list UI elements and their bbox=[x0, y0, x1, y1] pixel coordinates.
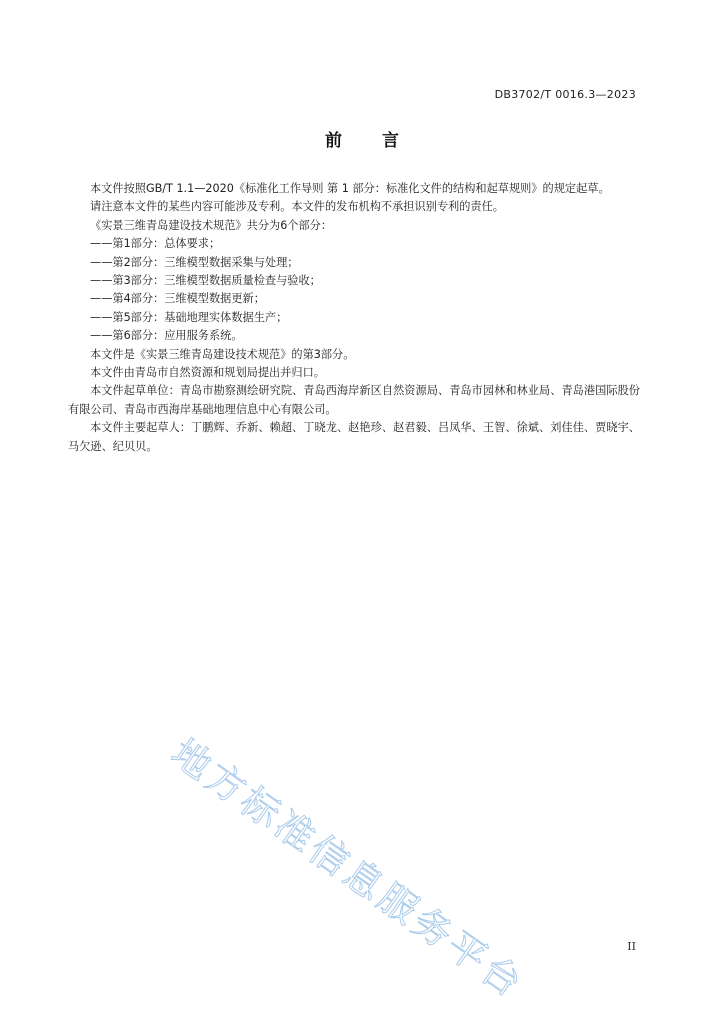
paragraph-drafters: 本文件主要起草人：丁鹏辉、乔新、赖超、丁晓龙、赵艳珍、赵君毅、吕凤华、王智、徐斌、刘佳佳、贾晓宇、马欠逊、纪贝贝。 bbox=[68, 421, 640, 453]
document-code: DB3702/T 0016.3—2023 bbox=[494, 88, 636, 101]
page-title: 前言 bbox=[325, 131, 439, 151]
paragraph-drafting-basis: 本文件按照GB/T 1.1—2020《标准化工作导则 第 1 部分：标准化文件的结构和起草规则》的规定起草。 bbox=[90, 182, 610, 195]
list-item-part-6: ——第6部分：应用服务系统。 bbox=[90, 329, 243, 343]
watermark-text: 地方标准信息服务平台 bbox=[163, 730, 533, 1008]
paragraph-patent-notice: 请注意本文件的某些内容可能涉及专利。本文件的发布机构不承担识别专利的责任。 bbox=[90, 200, 504, 214]
paragraph-drafting-units: 本文件起草单位：青岛市勘察测绘研究院、青岛西海岸新区自然资源局、青岛市园林和林业局、青岛港国际股份有限公司、青岛市西海岸基础地理信息中心有限公司。 bbox=[68, 384, 640, 416]
paragraph-part-statement: 本文件是《实景三维青岛建设技术规范》的第3部分。 bbox=[90, 347, 355, 361]
page-number: II bbox=[627, 940, 636, 953]
list-item-part-2: ——第2部分：三维模型数据采集与处理； bbox=[90, 255, 299, 269]
list-item-part-3: ——第3部分：三维模型数据质量检查与验收； bbox=[90, 274, 321, 288]
list-item-part-4: ——第4部分：三维模型数据更新； bbox=[90, 292, 265, 306]
paragraph-parts-intro: 《实景三维青岛建设技术规范》共分为6个部分： bbox=[90, 218, 333, 232]
paragraph-proposer: 本文件由青岛市自然资源和规划局提出并归口。 bbox=[90, 366, 325, 380]
list-item-part-5: ——第5部分：基础地理实体数据生产； bbox=[90, 310, 288, 324]
foreword-body bbox=[68, 180, 640, 456]
list-item-part-1: ——第1部分：总体要求； bbox=[90, 237, 221, 251]
